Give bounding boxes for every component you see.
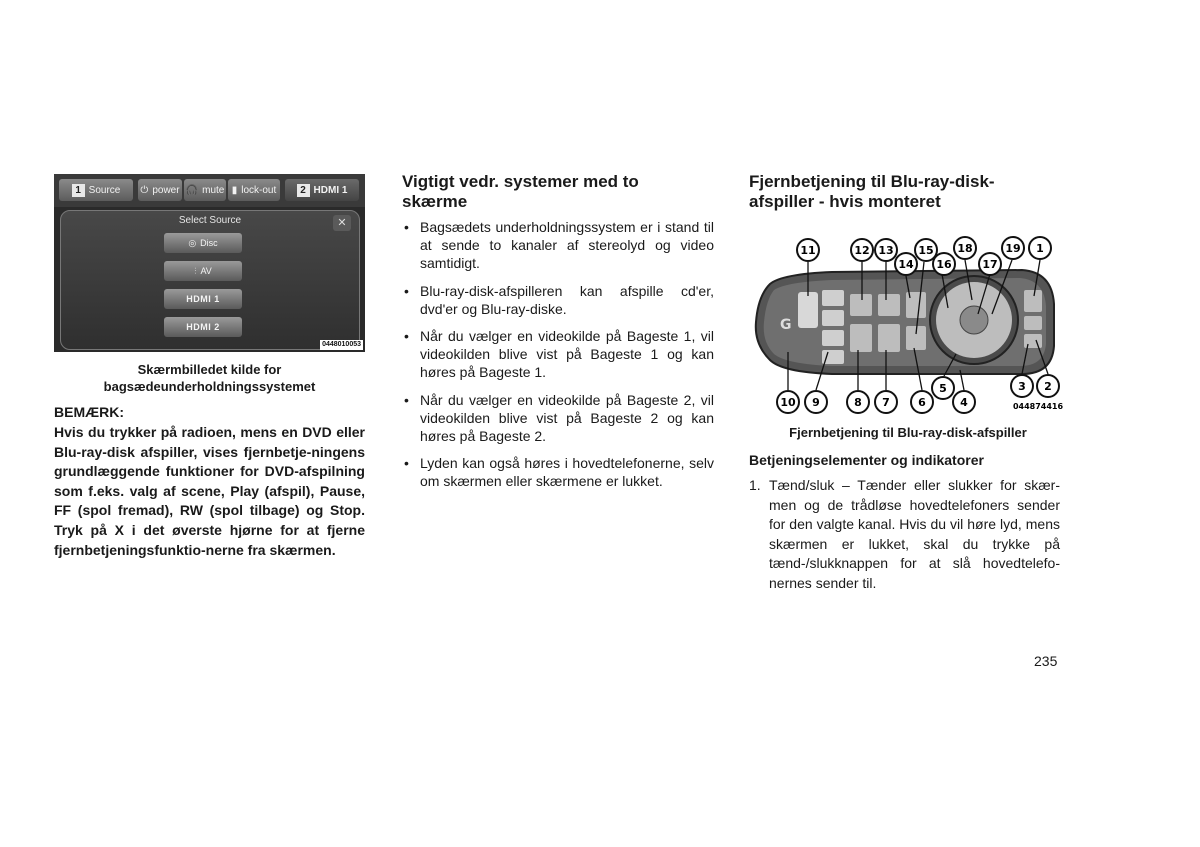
screen-tab-source [59, 179, 133, 201]
stop-button-icon [850, 294, 872, 316]
callout-badge [915, 239, 937, 261]
source-button-av [164, 261, 242, 281]
item-number: 1. [749, 477, 761, 493]
callout-badge [1029, 237, 1051, 259]
source-button-label: HDMI 1 [186, 294, 220, 304]
keypad-button-icon [798, 292, 818, 328]
tab-lockout-label: lock-out [241, 184, 277, 196]
tab-hdmi-label: HDMI 1 [313, 184, 348, 196]
callout-badge [847, 391, 869, 413]
disc-icon: ◎ [188, 237, 197, 248]
callout-label: 16 [936, 258, 952, 271]
callout-badge [875, 239, 897, 261]
mode-button-icon [1024, 316, 1042, 330]
power-icon: ⏻ [140, 184, 149, 196]
callout-label: 18 [957, 242, 973, 255]
callout-badge [1011, 375, 1033, 397]
lock-icon: ▮ [231, 184, 238, 196]
select-source-panel [60, 210, 360, 350]
callout-badge [875, 391, 897, 413]
callout-badge [932, 377, 954, 399]
tab-number-badge: 1 [72, 184, 85, 197]
callout-label: 14 [898, 258, 914, 271]
panel-title: Select Source [178, 215, 242, 226]
callout-badge [954, 237, 976, 259]
source-button-disc [164, 233, 242, 253]
callout-badge [933, 253, 955, 275]
source-button-label: AV [200, 266, 212, 276]
callout-label: 3 [1018, 380, 1026, 393]
section-heading-dual-screen: Vigtigt vedr. systemer med to skærme [402, 172, 639, 211]
callout-badge [797, 239, 819, 261]
callout-label: 4 [960, 396, 968, 409]
callout-label: 1 [1036, 242, 1044, 255]
source-button-label: Disc [200, 238, 218, 248]
callout-label: 10 [780, 396, 796, 409]
pause-button-icon [850, 324, 872, 352]
list-item: • Når du vælger en videokilde på Bageste 2, vil videokilden blive vist på Bageste 2 og kan høres på Bageste 2. [402, 391, 714, 446]
screen-tab-hdmi [285, 179, 359, 201]
headphones-icon: 🎧 [185, 184, 199, 196]
callout-label: 9 [812, 396, 820, 409]
callout-badge [953, 391, 975, 413]
callout-label: 12 [854, 244, 870, 257]
callout-label: 6 [918, 396, 926, 409]
section-heading-remote: Fjernbetjening til Blu-ray-disk-afspiller - hvis monteret [749, 172, 995, 211]
controls-heading: Betjeningselementer og indikatorer [749, 452, 984, 468]
callout-label: 13 [878, 244, 894, 257]
callout-label: 7 [882, 396, 890, 409]
callout-badge [1002, 237, 1024, 259]
dual-screen-bullet-list [402, 218, 714, 500]
callout-label: 2 [1044, 380, 1052, 393]
power-button-icon [1024, 290, 1042, 312]
screen-tab-mute [184, 179, 226, 201]
screen-tab-bar [54, 174, 365, 207]
callout-badge [979, 253, 1001, 275]
tab-source-label: Source [88, 184, 121, 196]
source-button-hdmi1 [164, 289, 242, 309]
skip-button-icon [878, 324, 900, 352]
arrow-button-icon [822, 330, 844, 346]
screen-tab-power [138, 179, 182, 201]
callout-label: 11 [800, 244, 816, 257]
source-screen-figure [54, 174, 365, 352]
figure-code: 044874416 [1012, 402, 1064, 411]
screen-caption: Skærmbilledet kilde for bagsædeunderholdningssystemet [103, 362, 316, 394]
callout-label: 19 [1005, 242, 1021, 255]
note-body: Hvis du trykker på radioen, mens en DVD eller Blu-ray-disk afspiller, vises fjernbetje-ningens grundlæggende funktioner for DVD-afspilning som f.eks. valg af scene, Play (afspil), Pause, FF (spol fremad), RW (spol tilbage) og Stop. Tryk på X i det øverste hjørne for at fjerne fjernbetjeningsfunktio-nerne fra skærmen. [54, 424, 365, 558]
arrow-button-icon [822, 310, 844, 326]
arrow-button-icon [822, 290, 844, 306]
remote-control-figure [752, 234, 1064, 420]
tab-power-label: power [152, 184, 180, 196]
figure-code: 0448010053 [322, 341, 361, 348]
callout-badge [1037, 375, 1059, 397]
callout-label: 15 [918, 244, 934, 257]
callout-label: 8 [854, 396, 862, 409]
item-text: Tænd/sluk – Tænder eller slukker for skær-men og de trådløse hovedtelefoners sender for den valgte kanal. Hvis du vil høre lyd, mens skærmen er lukket, skal du trykke på tænd-/slukknappen for at slå hovedtelefo-nernes sender til. [769, 477, 1060, 591]
tab-number-badge: 2 [297, 184, 310, 197]
list-item: • Blu-ray-disk-afspilleren kan afspille cd'er, dvd'er og Blu-ray-diske. [402, 282, 714, 318]
source-button-label: HDMI 2 [186, 322, 220, 332]
callout-badge [911, 391, 933, 413]
callout-label: 5 [939, 382, 947, 395]
av-icon: ⫶ [194, 265, 197, 276]
callout-badge [777, 391, 799, 413]
enter-button-icon [960, 306, 988, 334]
note-heading: BEMÆRK: [54, 404, 124, 420]
screen-tab-lockout [228, 179, 280, 201]
list-item [749, 476, 1060, 594]
eject-button-icon [878, 294, 900, 316]
remote-logo-icon: G [780, 317, 792, 333]
source-button-hdmi2 [164, 317, 242, 337]
page-number: 235 [1034, 653, 1058, 669]
list-item: • Bagsædets underholdningssystem er i stand til at sende to kanaler af stereolyd og video samtidigt. [402, 218, 714, 273]
list-item: • Lyden kan også høres i hovedtelefonerne, selv om skærmen eller skærmene er lukket. [402, 454, 714, 490]
callout-label: 17 [982, 258, 998, 271]
close-icon: ✕ [333, 215, 351, 231]
callout-badge [895, 253, 917, 275]
tab-mute-label: mute [202, 184, 225, 196]
remote-caption: Fjernbetjening til Blu-ray-disk-afspiller [789, 425, 1027, 440]
mode-button-icon [1024, 334, 1042, 348]
callout-badge [851, 239, 873, 261]
callout-badge [805, 391, 827, 413]
list-item: • Når du vælger en videokilde på Bageste 1, vil videokilden blive vist på Bageste 1 og kan høres på Bageste 1. [402, 327, 714, 382]
